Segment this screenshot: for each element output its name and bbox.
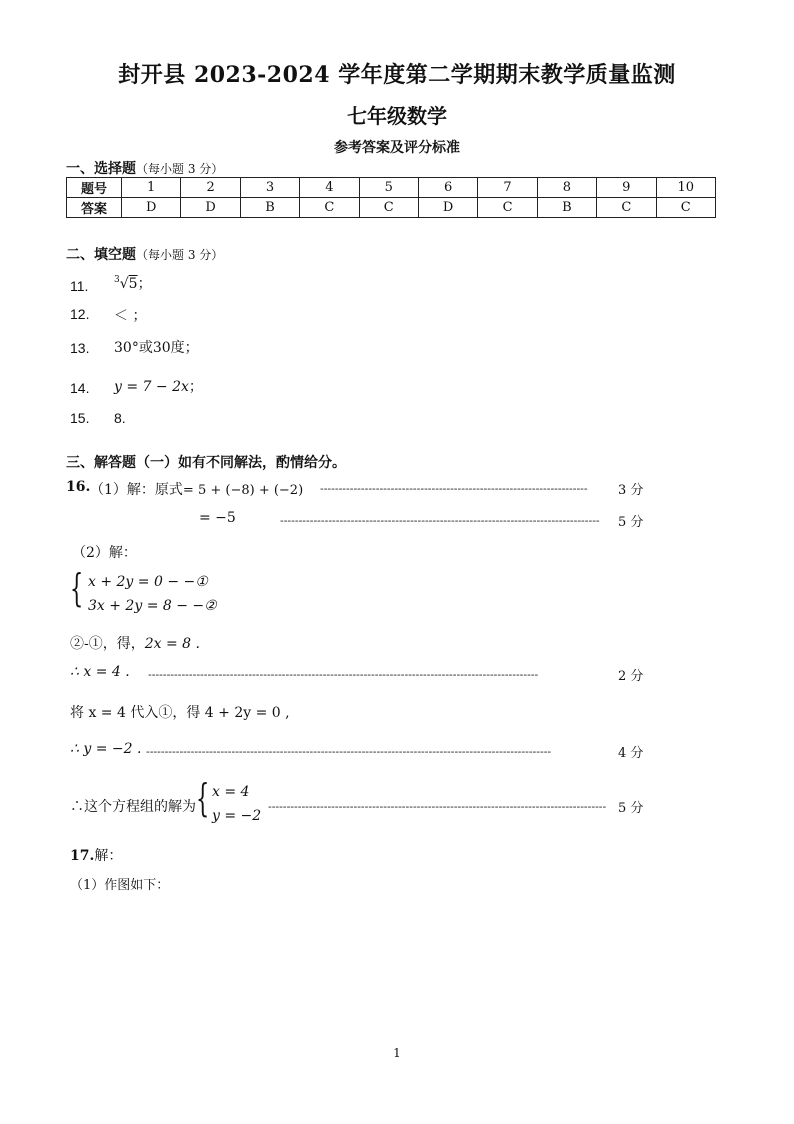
- score-label: 3 分: [618, 483, 644, 498]
- table-cell: 9: [597, 178, 656, 198]
- table-cell: C: [300, 198, 359, 218]
- q17-part1: （1）作图如下：: [70, 878, 170, 893]
- answer-13: [114, 337, 199, 357]
- table-cell: D: [122, 198, 181, 218]
- score-label: 2 分: [618, 669, 644, 684]
- section-fill-title: 二、填空题: [66, 247, 136, 263]
- table-cell: D: [181, 198, 240, 218]
- table-cell: C: [597, 198, 656, 218]
- equation-2: 3x + 2y = 8 − −②: [88, 598, 217, 614]
- q16-label: 16.: [66, 479, 91, 495]
- score-dashes: -------------------------------------------------------------------------------------------: [268, 800, 607, 813]
- answer-14: [114, 376, 203, 396]
- table-cell: 2: [181, 178, 240, 198]
- section-choice-heading: [66, 158, 223, 178]
- q16-part2-label: （2）解：: [72, 545, 137, 561]
- q16-step1-prefix: ②-①，得，: [70, 636, 145, 652]
- answer-13-mid: 或: [138, 340, 153, 356]
- score-dashes: -------------------------------------------------------------------------------------------------------------: [146, 745, 552, 758]
- document-subheading: 参考答案及评分标准: [334, 140, 460, 156]
- item-number: 12.: [70, 306, 90, 322]
- document-subtitle: 七年级数学: [347, 104, 447, 128]
- item-number: 11.: [70, 278, 89, 294]
- table-row-answers: [67, 198, 716, 218]
- score-label: 5 分: [618, 801, 644, 816]
- section-fill-heading: [66, 244, 223, 264]
- table-cell: 6: [418, 178, 477, 198]
- solution-y: y = −2: [212, 808, 262, 824]
- q16-step2: ∴ x = 4 .: [70, 664, 130, 680]
- section-choice-title: 一、选择题: [66, 161, 136, 177]
- q16-part1: [90, 479, 303, 499]
- answer-12: ＜ ；: [114, 308, 147, 324]
- q17-label: 17.: [70, 848, 95, 864]
- root-body: 5: [128, 276, 138, 292]
- page-number: 1: [393, 1046, 401, 1060]
- section-choice-note: （每小题 3 分）: [136, 162, 224, 176]
- answer-15: 8.: [114, 410, 126, 426]
- item-number: 14.: [70, 380, 90, 396]
- q16-step1-expr: 2x = 8 .: [144, 636, 200, 652]
- table-cell: C: [656, 198, 715, 218]
- q16-part1-label: （1）解：原式: [90, 482, 183, 498]
- table-cell: 10: [656, 178, 715, 198]
- left-brace: {: [196, 776, 210, 820]
- answer-13-tail: 度；: [170, 340, 199, 356]
- q16-step3: 将 x = 4 代入①，得 4 + 2y = 0 ,: [70, 705, 290, 721]
- table-header-label: 答案: [67, 198, 122, 218]
- table-cell: 1: [122, 178, 181, 198]
- table-cell: 3: [240, 178, 299, 198]
- q16-step5-prefix: ∴这个方程组的解为: [70, 799, 196, 815]
- answer-table: [66, 177, 716, 218]
- table-cell: D: [418, 198, 477, 218]
- document-title: 封开县 2023-2024 学年度第二学期期末教学质量监测: [118, 62, 676, 88]
- answer-13-a: 30°: [114, 340, 139, 356]
- table-header-label: 题号: [67, 178, 122, 198]
- score-label: 4 分: [618, 746, 644, 761]
- score-dashes: ------------------------------------------------------------------------: [320, 482, 588, 495]
- equation-1: x + 2y = 0 − −①: [88, 574, 208, 590]
- table-cell: 7: [478, 178, 537, 198]
- item-number: 15.: [70, 410, 90, 426]
- table-cell: C: [478, 198, 537, 218]
- section-solve-heading: 三、解答题（一）如有不同解法，酌情给分。: [66, 455, 346, 471]
- solution-x: x = 4: [212, 784, 250, 800]
- root-index: 3: [114, 275, 120, 285]
- q16-step1: [70, 633, 200, 653]
- q16-step4: ∴ y = −2 .: [70, 741, 142, 757]
- table-cell: B: [240, 198, 299, 218]
- answer-14-expr: y = 7 − 2x: [114, 379, 189, 395]
- q17-text: 解：: [94, 848, 123, 864]
- q17: [70, 845, 122, 865]
- left-brace: {: [70, 566, 84, 610]
- score-label: 5 分: [618, 515, 644, 530]
- section-fill-note: （每小题 3 分）: [136, 248, 224, 262]
- score-dashes: ---------------------------------------------------------------------------------------------------------: [148, 668, 539, 681]
- answer-tail: ；: [137, 276, 152, 292]
- q16-part1-result: = −5: [199, 510, 236, 526]
- q16-part1-expr: = 5 + (−8) + (−2): [182, 483, 304, 498]
- table-cell: 8: [537, 178, 596, 198]
- table-cell: B: [537, 198, 596, 218]
- table-row-numbers: [67, 178, 716, 198]
- answer-14-tail: ；: [188, 379, 203, 395]
- table-cell: C: [359, 198, 418, 218]
- table-cell: 4: [300, 178, 359, 198]
- score-dashes: --------------------------------------------------------------------------------------: [280, 514, 600, 527]
- item-number: 13.: [70, 340, 90, 356]
- table-cell: 5: [359, 178, 418, 198]
- answer-11: $^3$√5；: [114, 275, 152, 292]
- answer-13-b: 30: [152, 340, 171, 356]
